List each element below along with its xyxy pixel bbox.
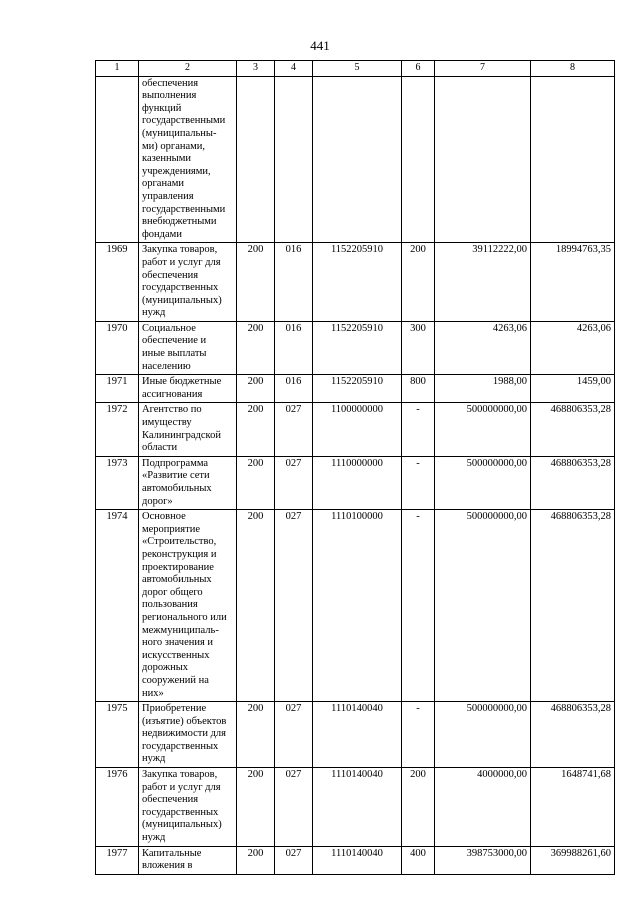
department-code-cell: 016	[275, 375, 313, 403]
header-cell: 2	[139, 61, 237, 77]
description-line: недвижимости для	[142, 728, 226, 740]
description-line: Закупка товаров,	[142, 244, 218, 256]
department-code-cell: 027	[275, 403, 313, 456]
department-code-cell	[275, 76, 313, 243]
planned-amount-cell: 398753000,00	[435, 846, 531, 874]
description-line: государственных	[142, 282, 219, 294]
description-line: Приобретение	[142, 703, 207, 715]
expense-type-cell	[402, 76, 435, 243]
description-line: Агентство по	[142, 404, 202, 416]
description-cell	[139, 702, 237, 768]
description-line: ассигнования	[142, 388, 203, 400]
department-code-cell: 016	[275, 321, 313, 374]
row-number-cell: 1975	[96, 702, 139, 768]
description-line: дорожных	[142, 662, 189, 674]
description-line: мероприятие	[142, 523, 200, 535]
description-line: Подпрограмма	[142, 457, 209, 469]
description-line: имуществу	[142, 417, 192, 429]
description-line: органами	[142, 178, 185, 190]
table-row	[96, 510, 615, 702]
description-line: Основное	[142, 511, 186, 523]
executed-amount-cell: 468806353,28	[531, 456, 615, 509]
target-article-cell: 1110140040	[313, 702, 402, 768]
description-line: иные выплаты	[142, 348, 207, 360]
description-line: фондами	[142, 228, 182, 240]
description-line: Капитальные	[142, 847, 202, 859]
description-cell	[139, 375, 237, 403]
department-code-cell: 027	[275, 768, 313, 847]
table-row	[96, 403, 615, 456]
description-cell	[139, 243, 237, 322]
description-line: обеспечения	[142, 794, 199, 806]
executed-amount-cell: 468806353,28	[531, 510, 615, 702]
expense-type-cell: -	[402, 456, 435, 509]
table-row	[96, 702, 615, 768]
department-code-cell: 016	[275, 243, 313, 322]
executed-amount-cell: 468806353,28	[531, 702, 615, 768]
description-line: «Развитие сети	[142, 470, 210, 482]
planned-amount-cell: 4000000,00	[435, 768, 531, 847]
expense-type-cell: -	[402, 403, 435, 456]
description-line: межмуниципаль-	[142, 624, 219, 636]
row-number-cell: 1973	[96, 456, 139, 509]
description-cell	[139, 510, 237, 702]
planned-amount-cell: 1988,00	[435, 375, 531, 403]
expense-type-cell: 300	[402, 321, 435, 374]
description-line: обеспечения	[142, 269, 199, 281]
description-line: Социальное	[142, 322, 196, 334]
description-line: государственных	[142, 806, 219, 818]
table-row	[96, 375, 615, 403]
table-row	[96, 76, 615, 243]
section-code-cell	[237, 76, 275, 243]
header-cell: 7	[435, 61, 531, 77]
description-line: государственными	[142, 115, 226, 127]
description-line: регионального или	[142, 611, 227, 623]
description-line: (муниципальных)	[142, 294, 222, 306]
description-line: выполнения	[142, 90, 197, 102]
section-code-cell: 200	[237, 321, 275, 374]
planned-amount-cell: 500000000,00	[435, 403, 531, 456]
table-row	[96, 768, 615, 847]
description-cell	[139, 846, 237, 874]
description-line: области	[142, 442, 178, 454]
description-line: (муниципальны-	[142, 127, 217, 139]
header-cell: 8	[531, 61, 615, 77]
section-code-cell: 200	[237, 375, 275, 403]
description-line: дорог общего	[142, 586, 203, 598]
description-line: Калининградской	[142, 429, 221, 441]
planned-amount-cell: 500000000,00	[435, 510, 531, 702]
description-line: внебюджетными	[142, 216, 217, 228]
department-code-cell: 027	[275, 456, 313, 509]
target-article-cell: 1110100000	[313, 510, 402, 702]
description-line: населению	[142, 360, 191, 372]
row-number-cell	[96, 76, 139, 243]
description-line: учреждениями,	[142, 165, 211, 177]
description-line: «Строительство,	[142, 536, 217, 548]
section-code-cell: 200	[237, 768, 275, 847]
row-number-cell: 1977	[96, 846, 139, 874]
description-line: работ и услуг для	[142, 781, 221, 793]
expense-type-cell: 400	[402, 846, 435, 874]
description-cell	[139, 768, 237, 847]
executed-amount-cell: 369988261,60	[531, 846, 615, 874]
expense-type-cell: 200	[402, 243, 435, 322]
target-article-cell: 1100000000	[313, 403, 402, 456]
description-cell	[139, 321, 237, 374]
description-line: пользования	[142, 599, 198, 611]
description-line: ми) органами,	[142, 140, 206, 152]
section-code-cell: 200	[237, 403, 275, 456]
table-row	[96, 846, 615, 874]
description-line: функций	[142, 102, 182, 114]
department-code-cell: 027	[275, 510, 313, 702]
description-cell	[139, 403, 237, 456]
section-code-cell: 200	[237, 243, 275, 322]
description-cell	[139, 76, 237, 243]
department-code-cell: 027	[275, 702, 313, 768]
description-line: нужд	[142, 307, 166, 319]
target-article-cell: 1152205910	[313, 375, 402, 403]
target-article-cell: 1110140040	[313, 768, 402, 847]
expense-type-cell: 800	[402, 375, 435, 403]
description-cell	[139, 456, 237, 509]
header-cell: 3	[237, 61, 275, 77]
header-cell: 5	[313, 61, 402, 77]
header-cell: 1	[96, 61, 139, 77]
table-header-row	[96, 61, 615, 77]
planned-amount-cell: 39112222,00	[435, 243, 531, 322]
row-number-cell: 1976	[96, 768, 139, 847]
planned-amount-cell: 4263,06	[435, 321, 531, 374]
description-line: казенными	[142, 153, 191, 165]
row-number-cell: 1974	[96, 510, 139, 702]
expense-type-cell: -	[402, 702, 435, 768]
description-line: государственными	[142, 203, 226, 215]
department-code-cell: 027	[275, 846, 313, 874]
target-article-cell: 1152205910	[313, 321, 402, 374]
row-number-cell: 1969	[96, 243, 139, 322]
description-line: управления	[142, 190, 194, 202]
description-line: Иные бюджетные	[142, 376, 222, 388]
target-article-cell: 1110140040	[313, 846, 402, 874]
executed-amount-cell: 1459,00	[531, 375, 615, 403]
budget-table	[95, 60, 615, 875]
row-number-cell: 1972	[96, 403, 139, 456]
description-line: дорог»	[142, 495, 173, 507]
header-cell: 4	[275, 61, 313, 77]
description-line: автомобильных	[142, 483, 212, 494]
section-code-cell: 200	[237, 456, 275, 509]
description-line: автомобильных	[142, 574, 212, 586]
expense-type-cell: 200	[402, 768, 435, 847]
description-line: Закупка товаров,	[142, 769, 218, 781]
table-row	[96, 243, 615, 322]
description-line: (муниципальных)	[142, 819, 222, 831]
description-line: ного значения и	[142, 637, 214, 649]
row-number-cell: 1970	[96, 321, 139, 374]
section-code-cell: 200	[237, 846, 275, 874]
row-number-cell: 1971	[96, 375, 139, 403]
description-line: вложения в	[142, 860, 193, 872]
executed-amount-cell: 468806353,28	[531, 403, 615, 456]
description-line: реконструкция и	[142, 548, 217, 560]
section-code-cell: 200	[237, 702, 275, 768]
description-line: работ и услуг для	[142, 256, 221, 268]
description-line: нужд	[142, 753, 166, 765]
description-line: обеспечения	[142, 77, 199, 89]
executed-amount-cell: 4263,06	[531, 321, 615, 374]
expense-type-cell: -	[402, 510, 435, 702]
description-line: нужд	[142, 832, 166, 844]
description-line: них»	[142, 687, 164, 699]
planned-amount-cell: 500000000,00	[435, 456, 531, 509]
description-line: искусственных	[142, 649, 210, 661]
target-article-cell: 1110000000	[313, 456, 402, 509]
executed-amount-cell	[531, 76, 615, 243]
target-article-cell	[313, 76, 402, 243]
header-cell: 6	[402, 61, 435, 77]
executed-amount-cell: 1648741,68	[531, 768, 615, 847]
executed-amount-cell: 18994763,35	[531, 243, 615, 322]
page-number: 441	[310, 38, 330, 53]
description-line: проектирование	[142, 561, 214, 573]
table-row	[96, 456, 615, 509]
description-line: обеспечение и	[142, 335, 207, 347]
planned-amount-cell: 500000000,00	[435, 702, 531, 768]
description-line: государственных	[142, 740, 219, 752]
table-row	[96, 321, 615, 374]
target-article-cell: 1152205910	[313, 243, 402, 322]
planned-amount-cell	[435, 76, 531, 243]
description-line: сооружений на	[142, 674, 209, 686]
section-code-cell: 200	[237, 510, 275, 702]
description-line: (изъятие) объектов	[142, 715, 227, 727]
